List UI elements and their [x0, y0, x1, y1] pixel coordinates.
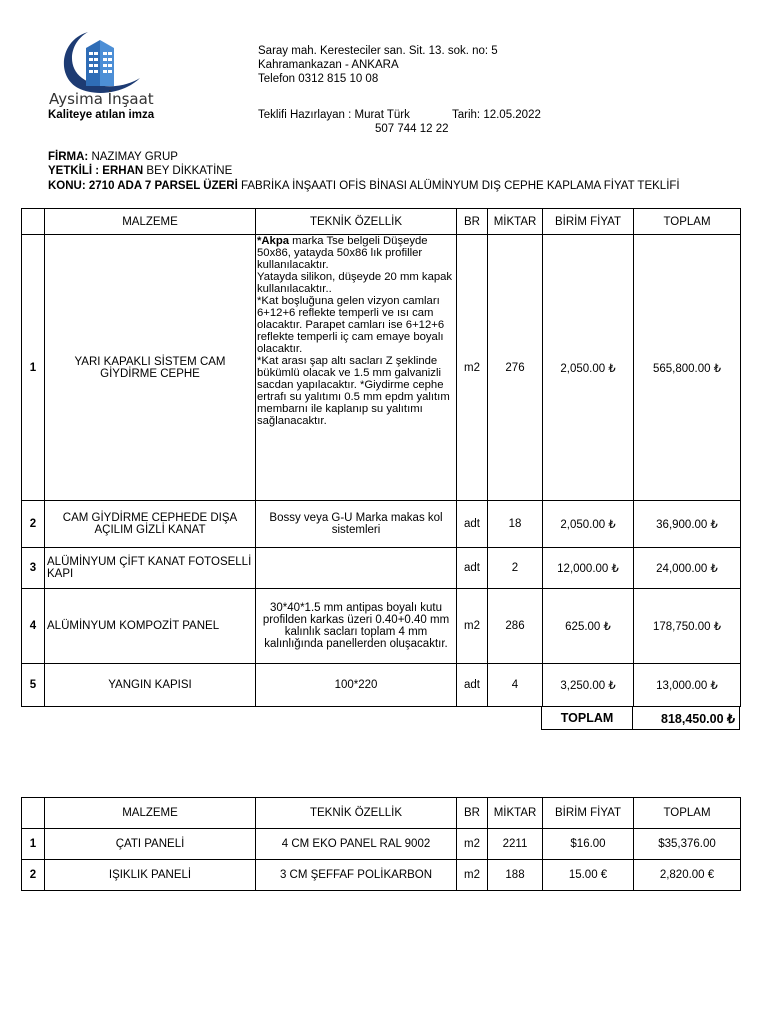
cell-birim: 625.00 ₺ [543, 589, 634, 664]
table-header-row [22, 798, 741, 829]
cell-miktar: 286 [488, 589, 543, 664]
cell-birim: 12,000.00 ₺ [543, 548, 634, 589]
logo-text: Aysima İnşaat [49, 90, 154, 108]
cell-malzeme: ALÜMİNYUM ÇİFT KANAT FOTOSELLİ KAPI [45, 548, 256, 589]
row-number: 1 [22, 829, 45, 860]
firma-label: FİRMA: [48, 151, 89, 163]
table-row [22, 548, 741, 589]
cell-teknik [256, 548, 457, 589]
address-line: Kahramankazan - ANKARA [258, 59, 399, 71]
cell-miktar: 2211 [488, 829, 543, 860]
cell-toplam: 2,820.00 € [634, 860, 741, 891]
price-table-main [21, 208, 741, 707]
header-no [22, 209, 45, 235]
cell-toplam: 13,000.00 ₺ [634, 664, 741, 707]
cell-br: m2 [457, 860, 488, 891]
firma-value: NAZIMAY GRUP [91, 151, 178, 163]
table-row [22, 235, 741, 501]
header-birim: BİRİM FİYAT [543, 209, 634, 235]
cell-birim: 15.00 € [543, 860, 634, 891]
cell-malzeme: ÇATI PANELİ [45, 829, 256, 860]
row-number: 3 [22, 548, 45, 589]
cell-teknik: 4 CM EKO PANEL RAL 9002 [256, 829, 457, 860]
grand-total-box [541, 706, 740, 730]
cell-birim: 3,250.00 ₺ [543, 664, 634, 707]
contact-phone: 507 744 12 22 [375, 123, 449, 135]
row-number: 2 [22, 860, 45, 891]
header-br: BR [457, 209, 488, 235]
cell-birim: $16.00 [543, 829, 634, 860]
cell-br: adt [457, 501, 488, 548]
cell-toplam: 24,000.00 ₺ [634, 548, 741, 589]
total-value: 818,450.00 ₺ [633, 707, 740, 730]
address-line: Telefon 0312 815 10 08 [258, 73, 379, 85]
cell-teknik [256, 235, 457, 501]
cell-birim: 2,050.00 ₺ [543, 501, 634, 548]
row-number: 5 [22, 664, 45, 707]
company-slogan: Kaliteye atılan imza [48, 109, 155, 121]
cell-toplam: 178,750.00 ₺ [634, 589, 741, 664]
header-br: BR [457, 798, 488, 829]
price-table-roof [21, 797, 741, 891]
yetkili-value: BEY DİKKATİNE [146, 165, 233, 177]
table-row [22, 501, 741, 548]
cell-miktar: 2 [488, 548, 543, 589]
header-no [22, 798, 45, 829]
header-teknik: TEKNİK ÖZELLİK [256, 209, 457, 235]
firma-line [48, 151, 178, 163]
cell-malzeme: ALÜMİNYUM KOMPOZİT PANEL [45, 589, 256, 664]
total-label: TOPLAM [542, 707, 633, 730]
cell-malzeme: YANGIN KAPISI [45, 664, 256, 707]
cell-teknik: 100*220 [256, 664, 457, 707]
cell-birim: 2,050.00 ₺ [543, 235, 634, 501]
cell-miktar: 276 [488, 235, 543, 501]
row-number: 1 [22, 235, 45, 501]
cell-toplam: 565,800.00 ₺ [634, 235, 741, 501]
address-line: Saray mah. Keresteciler san. Sit. 13. sok. no: 5 [258, 45, 498, 57]
header-teknik: TEKNİK ÖZELLİK [256, 798, 457, 829]
cell-teknik: 3 CM ŞEFFAF POLİKARBON [256, 860, 457, 891]
header-miktar: MİKTAR [488, 209, 543, 235]
cell-teknik: 30*40*1.5 mm antipas boyalı kutu profilden karkas üzeri 0.40+0.40 mm kalınlık sacları toplam 4 mm kalınlığında panellerden oluşacaktır. [256, 589, 457, 664]
cell-br: m2 [457, 589, 488, 664]
cell-malzeme: YARI KAPAKLI SİSTEM CAM GİYDİRME CEPHE [45, 235, 256, 501]
header-miktar: MİKTAR [488, 798, 543, 829]
cell-malzeme: IŞIKLIK PANELİ [45, 860, 256, 891]
cell-teknik: Bossy veya G-U Marka makas kol sistemleri [256, 501, 457, 548]
table-row [22, 829, 741, 860]
cell-br: m2 [457, 829, 488, 860]
table-header-row [22, 209, 741, 235]
header-malzeme: MALZEME [45, 209, 256, 235]
cell-toplam: $35,376.00 [634, 829, 741, 860]
konu-line [48, 180, 680, 192]
cell-toplam: 36,900.00 ₺ [634, 501, 741, 548]
yetkili-label: YETKİLİ : ERHAN [48, 165, 144, 177]
table-row [22, 860, 741, 891]
header-toplam: TOPLAM [634, 209, 741, 235]
company-address [258, 44, 498, 86]
cell-br: adt [457, 664, 488, 707]
row-number: 2 [22, 501, 45, 548]
cell-br: m2 [457, 235, 488, 501]
header-birim: BİRİM FİYAT [543, 798, 634, 829]
yetkili-line [48, 165, 232, 177]
header-toplam: TOPLAM [634, 798, 741, 829]
cell-miktar: 188 [488, 860, 543, 891]
konu-label: KONU: 2710 ADA 7 PARSEL ÜZERİ [48, 180, 238, 192]
cell-malzeme: CAM GİYDİRME CEPHEDE DIŞA AÇILIM GİZLİ KANAT [45, 501, 256, 548]
cell-miktar: 18 [488, 501, 543, 548]
cell-br: adt [457, 548, 488, 589]
header-malzeme: MALZEME [45, 798, 256, 829]
table-row [22, 664, 741, 707]
cell-miktar: 4 [488, 664, 543, 707]
teknik-text: marka Tse belgeli Düşeyde 50x86, yatayda 50x86 lık profiller kullanılacaktır. Yatayda silikon, düşeyde 20 mm kapak kullanılacaktır.. *Kat boşluğuna gelen vizyon camları 6+12+6 reflekte temperli ve ısı cam olacaktır. Parapet camları ise 6+12+6 reflekte temperli iç cam emaye boyalı olacaktır. *Kat arası şap altı sacları Z şeklinde bükümlü olacak ve 1.5 mm galvanizli sacdan yapılacaktır. *Giydirme cephe ertrafı su yalıtımı 0.5 mm epdm yalıtım membarnı ile kaplanıp su yalıtımı sağlanacaktır. [257, 235, 453, 427]
prepared-by: Teklifi Hazırlayan : Murat Türk [258, 109, 410, 121]
brand-name: *Akpa [257, 235, 290, 247]
table-row [22, 589, 741, 664]
konu-value: FABRİKA İNŞAATI OFİS BİNASI ALÜMİNYUM DIŞ CEPHE KAPLAMA FİYAT TEKLİFİ [241, 180, 680, 192]
offer-date: Tarih: 12.05.2022 [452, 109, 541, 121]
row-number: 4 [22, 589, 45, 664]
